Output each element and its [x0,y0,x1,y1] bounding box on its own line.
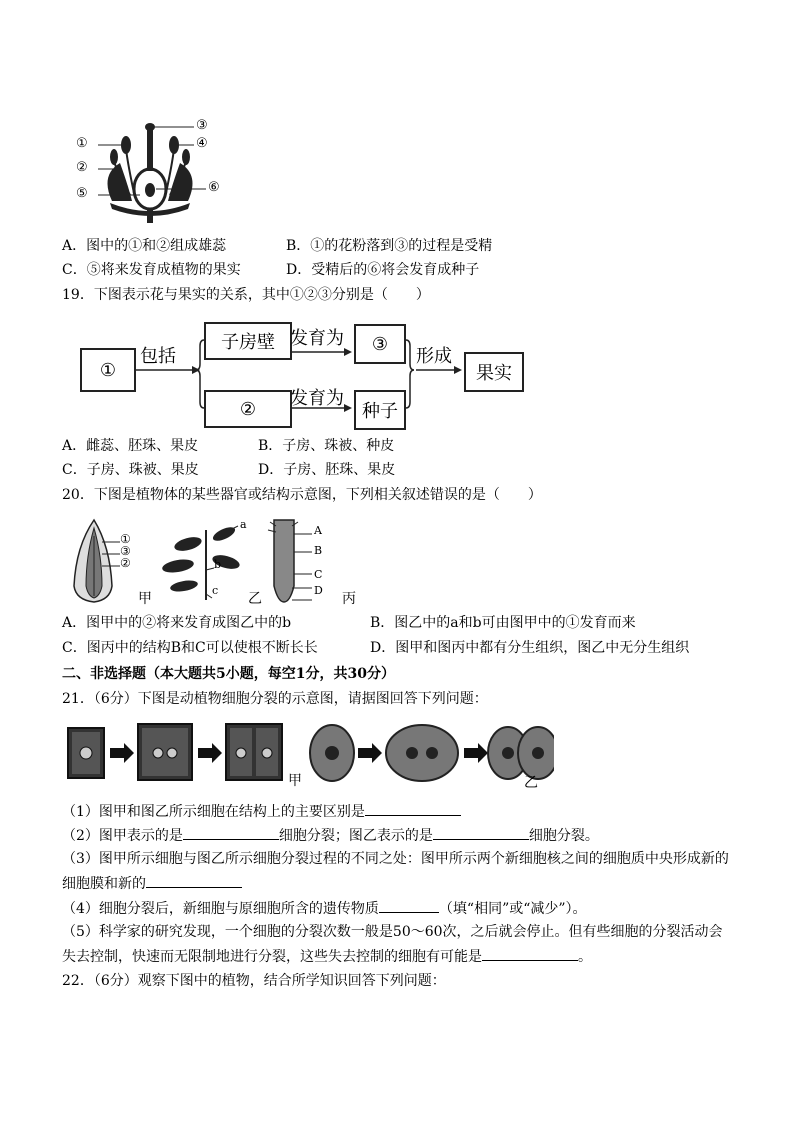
q21-sub2-text-c: 细胞分裂。 [528,828,599,844]
q21-sub1-text: （1）图甲和图乙所示细胞在结构上的主要区别是 [62,804,365,820]
flow-box-1: ① [80,348,136,392]
q18-option-b: B．①的花粉落到③的过程是受精 [286,238,493,254]
plant-stem-illustration [152,520,248,602]
q19-stem: 19．下图表示花与果实的关系，其中①②③分别是（ ） [62,287,430,303]
plant-label-c: c [212,584,219,597]
q21-sub1 [62,801,461,822]
flow-box-ovary-wall: 子房壁 [204,322,292,360]
bud-label-2: ② [120,556,131,570]
q21-sub3-text-b: 细胞膜和新的 [62,876,146,892]
flow-label-develop-1: 发育为 [290,328,344,349]
q21-sub5-text-b: 失去控制，快速而无限制地进行分裂，这些失去控制的细胞有可能是 [62,949,482,965]
flower-label-4: ④ [196,136,208,151]
flow-box-3: ③ [354,324,406,364]
flow-box-seed: 种子 [354,390,406,430]
cell-figure-label-jia: 甲 [288,773,302,789]
q21-sub2-text-a: （2）图甲表示的是 [62,828,183,844]
plant-label-a: a [240,518,247,531]
q21-sub5-blank[interactable] [482,946,578,961]
figure-label-jia: 甲 [138,591,152,607]
cell-division-illustration [64,716,554,790]
flower-label-5: ⑤ [76,186,88,201]
cell-figure-label-yi: 乙 [524,775,538,791]
flow-box-fruit: 果实 [464,352,524,392]
q21-sub3-line1: （3）图甲所示细胞与图乙所示细胞分裂过程的不同之处：图甲所示两个新细胞核之间的细胞质中央形成新的 [62,851,729,867]
bud-illustration [66,516,126,604]
q18-option-c: C．⑤将来发育成植物的果实 [62,262,241,278]
cell-division-figure [64,716,554,790]
q21-sub4-text-a: （4）细胞分裂后，新细胞与原细胞所含的遗传物质 [62,901,379,917]
q21-sub2 [62,825,599,846]
q21-sub2-blank-1[interactable] [183,825,279,840]
q22-stem: 22．（6分）观察下图中的植物，结合所学知识回答下列问题： [62,973,446,989]
q19-option-d: D．子房、胚珠、果皮 [258,462,396,478]
q21-sub5-text-c: 。 [578,949,592,965]
q20-stem: 20．下图是植物体的某些器官或结构示意图，下列相关叙述错误的是（ ） [62,487,542,503]
q20-option-d: D．图甲和图丙中都有分生组织，图乙中无分生组织 [370,640,690,656]
q20-option-a: A．图甲中的②将来发育成图乙中的b [62,615,292,631]
plant-organs-figure [60,514,380,610]
flow-label-form: 形成 [416,346,452,367]
q21-stem: 21．（6分）下图是动植物细胞分裂的示意图，请据图回答下列问题： [62,691,488,707]
q18-option-a: A．图中的①和②组成雄蕊 [62,238,227,254]
q19-option-a: A．雌蕊、胚珠、果皮 [62,438,199,454]
q21-sub1-blank[interactable] [365,801,461,816]
q19-option-c: C．子房、珠被、果皮 [62,462,199,478]
figure-label-yi: 乙 [248,591,262,607]
q21-sub2-blank-2[interactable] [433,825,529,840]
root-label-B: B [314,544,323,557]
figure-label-bing: 丙 [342,591,356,607]
flow-label-develop-2: 发育为 [290,388,344,409]
section-heading: 二、非选择题（本大题共5小题，每空1分，共30分） [62,666,395,682]
flower-fruit-flowchart [72,314,532,432]
q20-option-b: B．图乙中的a和b可由图甲中的①发育而来 [370,615,636,631]
root-label-D: D [314,584,323,597]
q18-option-d: D．受精后的⑥将会发育成种子 [286,262,480,278]
flower-label-2: ② [76,160,88,175]
q21-sub4 [62,898,587,919]
q21-sub3-line2 [62,873,242,894]
q21-sub5-line2 [62,946,592,967]
flower-label-6: ⑥ [208,180,220,195]
plant-label-b: b [214,558,222,571]
q21-sub5-line1: （5）科学家的研究发现，一个细胞的分裂次数一般是50～60次，之后就会停止。但有些细胞的分裂活动会 [62,924,723,940]
q20-option-c: C．图丙中的结构B和C可以使根不断长长 [62,640,318,656]
root-label-C: C [314,568,323,581]
flower-label-3: ③ [196,118,208,133]
root-label-A: A [314,524,322,537]
flow-label-include: 包括 [140,346,176,367]
flower-diagram [70,115,230,225]
bud-label-1: ① [120,532,131,546]
bud-label-3: ③ [120,544,131,558]
flow-box-2: ② [204,390,292,428]
q21-sub4-blank[interactable] [379,898,439,913]
flower-label-1: ① [76,136,88,151]
q19-option-b: B．子房、珠被、种皮 [258,438,395,454]
q21-sub3-blank[interactable] [146,873,242,888]
q21-sub4-text-b: （填“相同”或“减少”）。 [438,901,587,917]
q21-sub2-text-b: 细胞分裂；图乙表示的是 [278,828,433,844]
